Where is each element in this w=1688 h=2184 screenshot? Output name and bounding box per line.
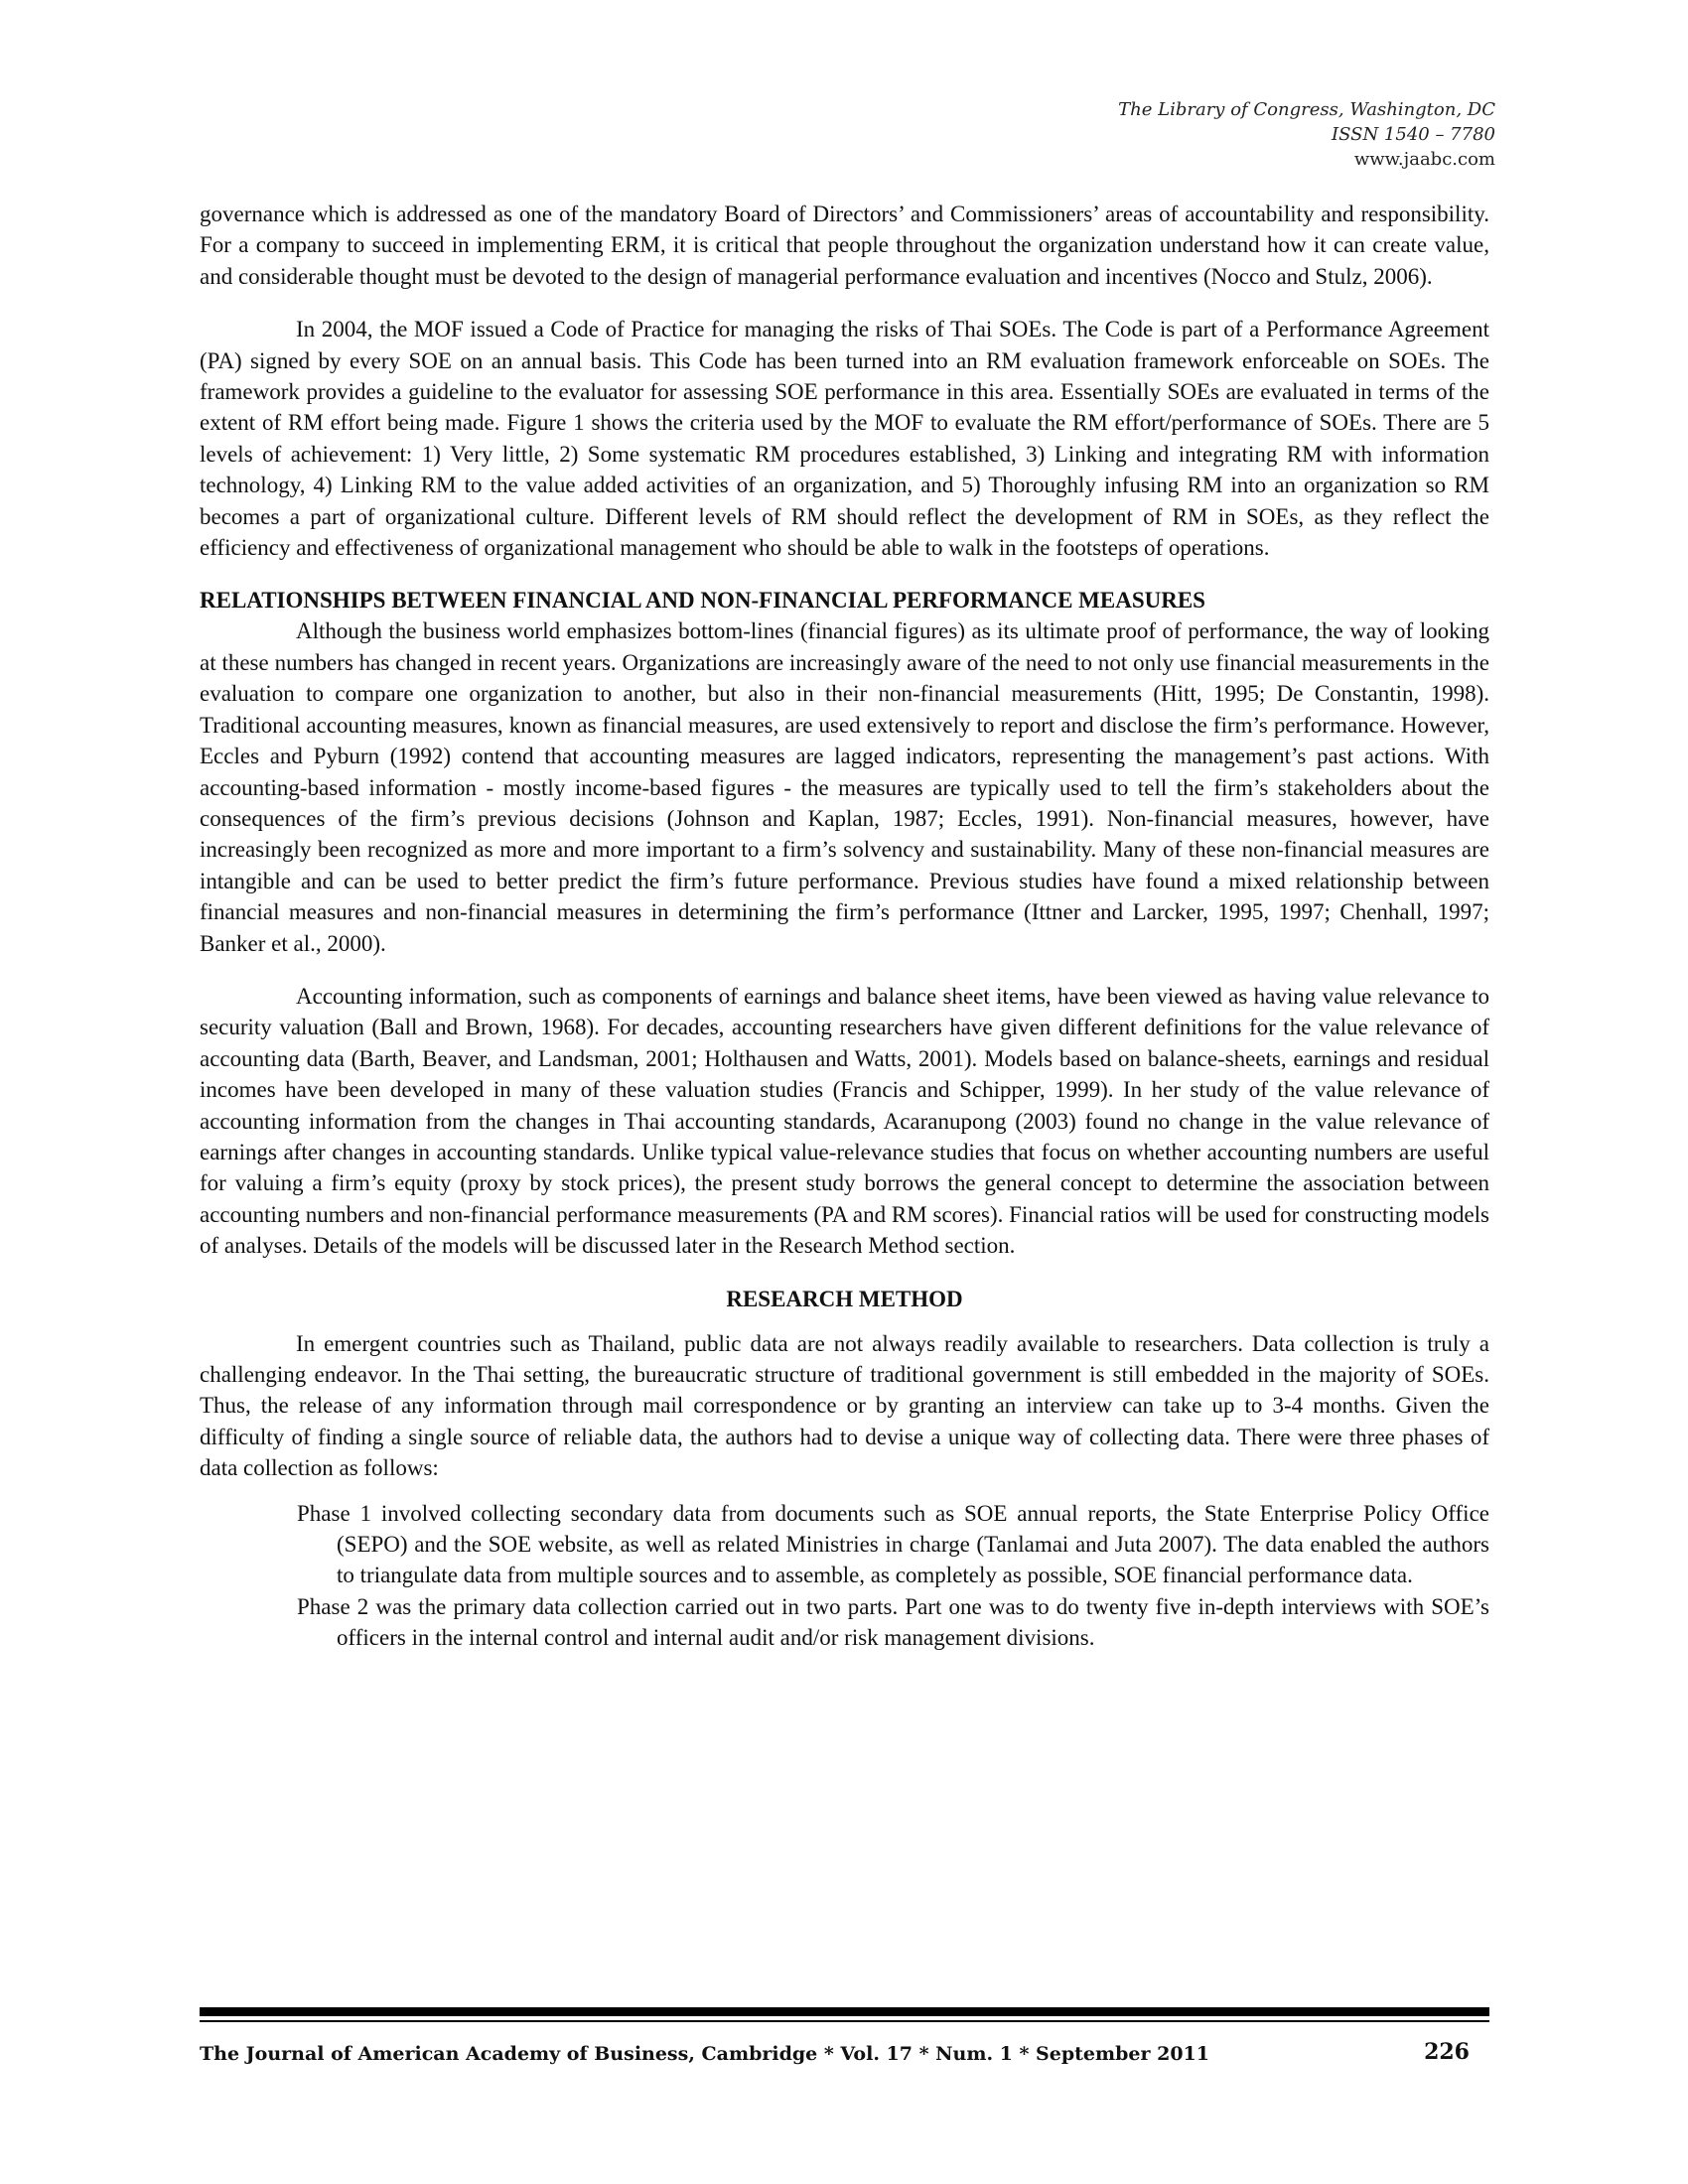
header-issn-line: ISSN 1540 – 7780 [1332, 124, 1495, 145]
article-body [200, 199, 1489, 1654]
paragraph-code-of-practice: In 2004, the MOF issued a Code of Practice for managing the risks of Thai SOEs. The Code is part of a Performance Agreement (PA) signed by every SOE on an annual basis. This Code has been turned into an RM evaluation framework enforceable on SOEs. The framework provides a guideline to the evaluator for assessing SOE performance in this area. Essentially SOEs are evaluated in terms of the extent of RM effort being made. Figure 1 shows the criteria used by the MOF to evaluate the RM effort/performance of SOEs. There are 5 levels of achievement: 1) Very little, 2) Some systematic RM procedures established, 3) Linking and integrating RM with information technology, 4) Linking RM to the value added activities of an organization, and 5) Thoroughly infusing RM into an organization so RM becomes a part of organizational culture. Different levels of RM should reflect the development of RM in SOEs, as they reflect the efficiency and effectiveness of organizational management who should be able to walk in the footsteps of operations. [200, 317, 1489, 561]
footer-rule-thick [200, 2007, 1489, 2016]
section-heading-research-method: RESEARCH METHOD [726, 1286, 963, 1311]
footer-page-number: 226 [1424, 2039, 1470, 2065]
list-item-phase-2: Phase 2 was the primary data collection carried out in two parts. Part one was to do twenty five in-depth interviews with SOE’s officers in the internal control and internal audit and/or risk management divisions. [297, 1593, 1489, 1651]
footer-rule-thin [200, 2020, 1489, 2022]
paragraph-governance: governance which is addressed as one of the mandatory Board of Directors’ and Commissioners’ areas of accountability and responsibility. For a company to succeed in implementing ERM, it is critical that people throughout the organization understand how it can create value, and considerable thought must be devoted to the design of managerial performance evaluation and incentives (Nocco and Stulz, 2006). [200, 202, 1489, 289]
list-item-phase-1: Phase 1 involved collecting secondary data from documents such as SOE annual reports, the State Enterprise Policy Office (SEPO) and the SOE website, as well as related Ministries in charge (Tanlamai and Juta 2007). The data enabled the authors to triangulate data from multiple sources and to assemble, as completely as possible, SOE financial performance data. [297, 1500, 1489, 1588]
phase-list [200, 1498, 1489, 1654]
running-header [900, 97, 1495, 172]
header-library-line: The Library of Congress, Washington, DC [1118, 99, 1495, 120]
section-heading-relationships: RELATIONSHIPS BETWEEN FINANCIAL AND NON-FINANCIAL PERFORMANCE MEASURES [200, 588, 1205, 614]
paragraph-financial-measures: Although the business world emphasizes bottom-lines (financial figures) as its ultimate proof of performance, the way of looking at these numbers has changed in recent years. Organizations are increasingly aware of the need to not only use financial measurements in the evaluation to compare one organization to another, but also in their non-financial measurements (Hitt, 1995; De Constantin, 1998). Traditional accounting measures, known as financial measures, are used extensively to report and disclose the firm’s performance. However, Eccles and Pyburn (1992) contend that accounting measures are lagged indicators, representing the management’s past actions. With accounting-based information - mostly income-based figures - the measures are typically used to tell the firm’s stakeholders about the consequences of the firm’s previous decisions (Johnson and Kaplan, 1987; Eccles, 1991). Non-financial measures, however, have increasingly been recognized as more and more important to a firm’s solvency and sustainability. Many of these non-financial measures are intangible and can be used to better predict the firm’s future performance. Previous studies have found a mixed relationship between financial measures and non-financial measures in determining the firm’s performance (Ittner and Larcker, 1995, 1997; Chenhall, 1997; Banker et al., 2000). [200, 618, 1489, 956]
header-website-link[interactable]: www.jaabc.com [1353, 149, 1495, 170]
paragraph-emergent-countries: In emergent countries such as Thailand, public data are not always readily available to researchers. Data collection is truly a challenging endeavor. In the Thai setting, the bureaucratic structure of traditional government is still embedded in the majority of SOEs. Thus, the release of any information through mail correspondence or by granting an interview can take up to 3-4 months. Given the difficulty of finding a single source of reliable data, the authors had to devise a unique way of collecting data. There were three phases of data collection as follows: [200, 1330, 1489, 1481]
footer-journal-citation: The Journal of American Academy of Business, Cambridge * Vol. 17 * Num. 1 * September 2011 [200, 2043, 1210, 2065]
paragraph-accounting-information: Accounting information, such as components of earnings and balance sheet items, have been viewed as having value relevance to security valuation (Ball and Brown, 1968). For decades, accounting researchers have given different definitions for the value relevance of accounting data (Barth, Beaver, and Landsman, 2001; Holthausen and Watts, 2001). Models based on balance-sheets, earnings and residual incomes have been developed in many of these valuation studies (Francis and Schipper, 1999). In her study of the value relevance of accounting information from the changes in Thai accounting standards, Acaranupong (2003) found no change in the value relevance of earnings after changes in accounting standards. Unlike typical value-relevance studies that focus on whether accounting numbers are useful for valuing a firm’s equity (proxy by stock prices), the present study borrows the general concept to determine the association between accounting numbers and non-financial performance measurements (PA and RM scores). Financial ratios will be used for constructing models of analyses. Details of the models will be discussed later in the Research Method section. [200, 983, 1489, 1259]
